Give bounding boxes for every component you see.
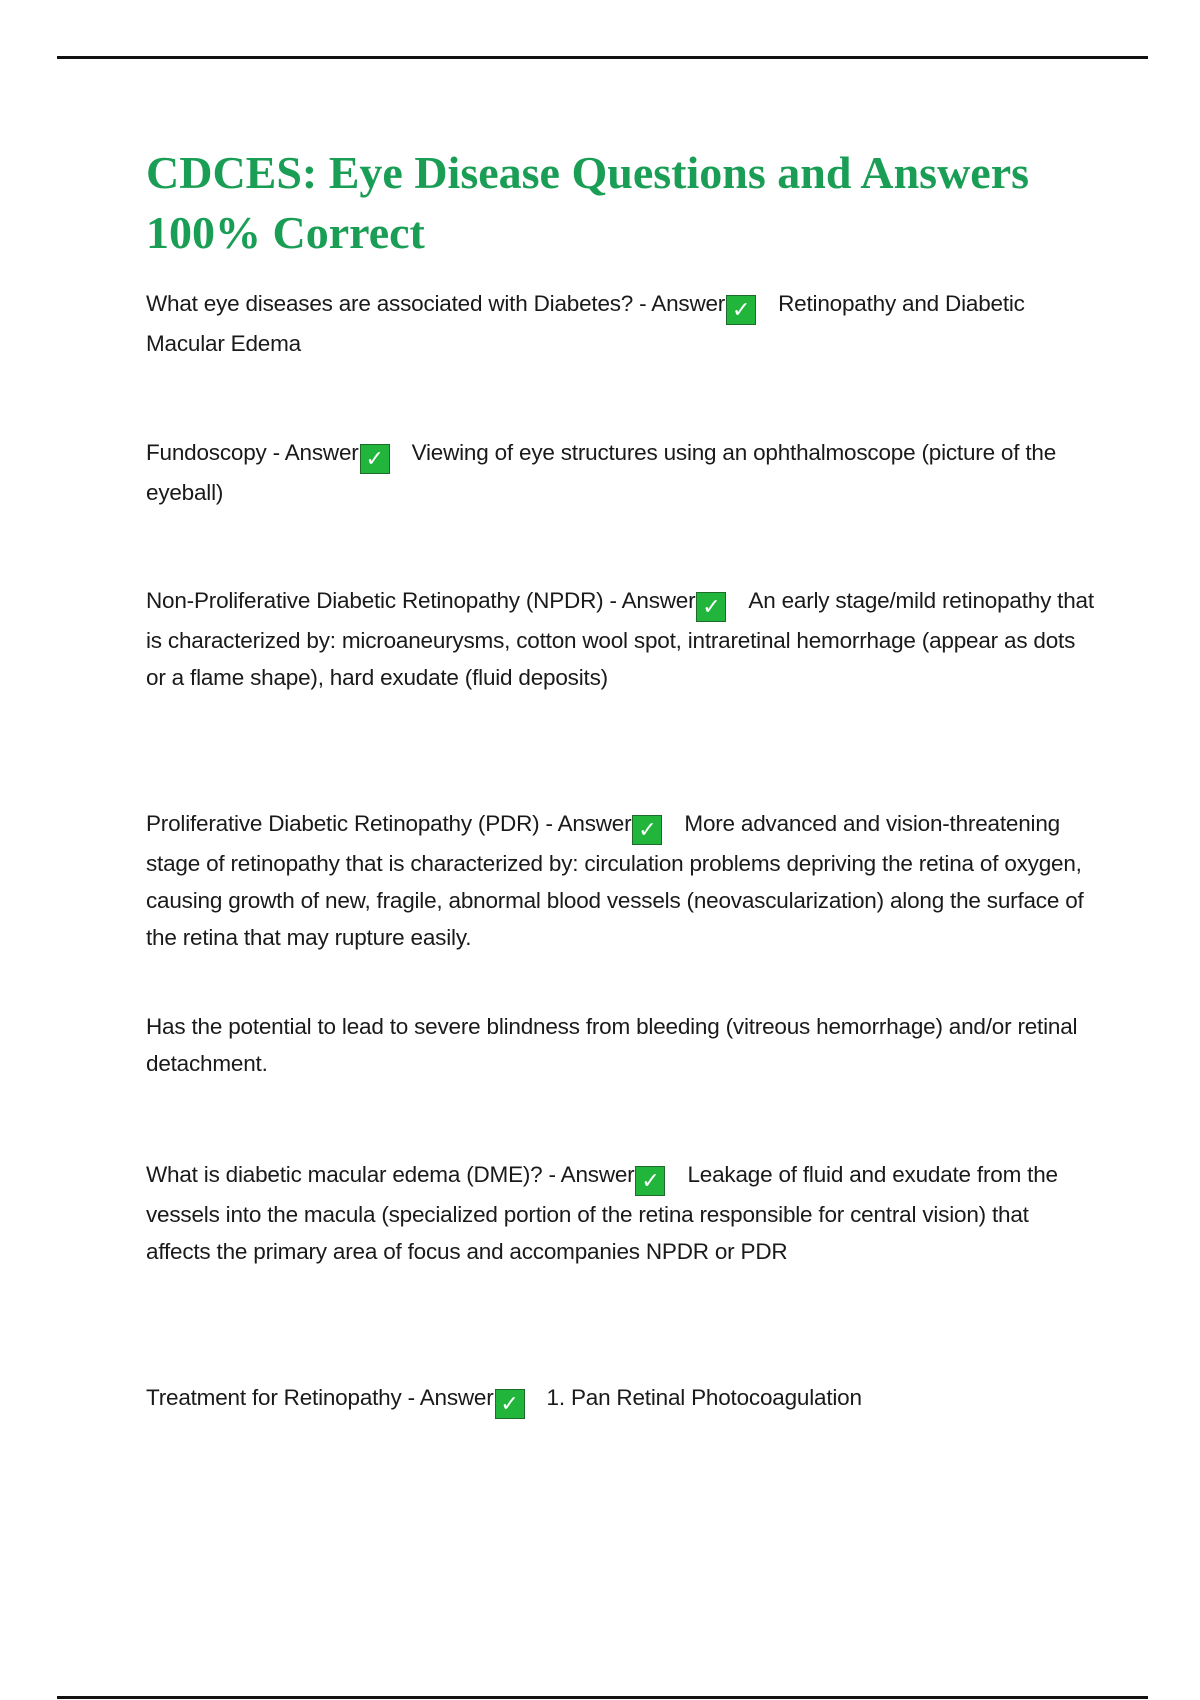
answer-label: - Answer (401, 1385, 494, 1410)
qa-item (146, 1156, 1096, 1270)
top-divider (57, 56, 1148, 59)
qa-item (146, 285, 1096, 362)
answer-label: - Answer (603, 588, 696, 613)
question: Treatment for Retinopathy (146, 1385, 402, 1410)
qa-item (146, 434, 1096, 511)
checkmark-icon: ✓ (632, 815, 662, 845)
checkmark-icon: ✓ (635, 1166, 665, 1196)
bottom-divider (57, 1696, 1148, 1699)
question: Non-Proliferative Diabetic Retinopathy (NPDR) (146, 588, 604, 613)
question: Fundoscopy (146, 440, 267, 465)
answer-label: - Answer (266, 440, 359, 465)
answer: Viewing of eye structures using an ophthalmoscope (picture of the eyeball) (146, 440, 1057, 505)
checkmark-icon: ✓ (726, 295, 756, 325)
answer: Retinopathy and Diabetic Macular Edema (146, 291, 1025, 356)
answer: 1. Pan Retinal Photocoagulation (546, 1385, 862, 1410)
answer-label: - Answer (539, 811, 632, 836)
question: What eye diseases are associated with Diabetes? (146, 291, 634, 316)
qa-item (146, 805, 1096, 956)
question: What is diabetic macular edema (DME)? (146, 1162, 543, 1187)
question: Proliferative Diabetic Retinopathy (PDR) (146, 811, 540, 836)
qa-item-continuation: Has the potential to lead to severe blindness from bleeding (vitreous hemorrhage) and/or retinal detachment. (146, 1014, 1078, 1076)
answer: An early stage/mild retinopathy that is characterized by: microaneurysms, cotton wool spot, intraretinal hemorrhage (appear as dots or a flame shape), hard exudate (fluid deposits) (146, 588, 1094, 690)
checkmark-icon: ✓ (495, 1389, 525, 1419)
answer: Leakage of fluid and exudate from the vessels into the macula (specialized portion of the retina responsible for central vision) that affects the primary area of focus and accompanies NPDR or PDR (146, 1162, 1058, 1264)
checkmark-icon: ✓ (696, 592, 726, 622)
page-title: CDCES: Eye Disease Questions and Answers 100% Correct (146, 147, 1030, 258)
answer-label: - Answer (633, 291, 726, 316)
qa-item (146, 582, 1096, 696)
answer: More advanced and vision-threatening stage of retinopathy that is characterized by: circulation problems depriving the retina of oxygen, causing growth of new, fragile, abnormal blood vessels (neovascularization) along the surface of the retina that may rupture easily. (146, 811, 1084, 950)
qa-item (146, 1379, 1096, 1419)
checkmark-icon: ✓ (360, 444, 390, 474)
answer-label: - Answer (542, 1162, 635, 1187)
